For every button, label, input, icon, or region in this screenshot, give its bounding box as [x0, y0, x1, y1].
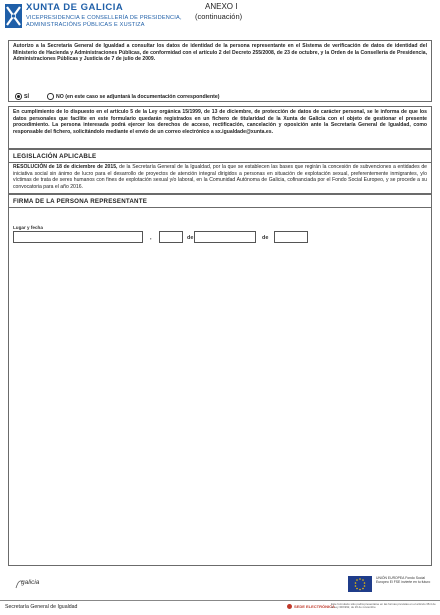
galicia-logo-text: galicia — [21, 579, 40, 586]
day-input[interactable] — [159, 231, 183, 243]
legislation-section — [8, 149, 432, 194]
legislation-text — [13, 164, 427, 190]
sede-note: Este formulario sólo podrá presentarse en las formas previstas en el artículo 38.4 de la Ley 30/1992, de 26 de noviembre — [331, 602, 436, 610]
month-input[interactable] — [194, 231, 256, 243]
sede-electronica-icon — [287, 604, 292, 609]
annex-subtitle: (continuación) — [195, 12, 243, 21]
eu-flag-icon — [348, 576, 372, 592]
footer-divider — [0, 600, 440, 601]
de-separator-2: de — [262, 235, 269, 241]
org-name: XUNTA DE GALICIA — [26, 2, 124, 13]
legislation-body: de la Secretaría General de la Igualdad, por la que se establecen las bases que regirán la concesión de subvenciones a entidades de iniciativa social sin ánimo de lucro para el desarrollo de proyectos de atención integral dirigidos a personas en situación de explotación sexual, preferentemente inmigrantes, y/o víctimas de trata de seres humanos con fines de explotación sexual y/o laboral, en la Comunidad Autónoma de Galicia, cofinanciada por el Fondo Social Europeo, y se procede a su convocatoria para el año 2016. — [13, 164, 427, 190]
comma-separator: , — [150, 235, 152, 241]
place-input[interactable] — [13, 231, 143, 243]
de-separator-1: de — [187, 235, 194, 241]
signature-section — [8, 194, 432, 566]
footer-department: Secretaría General de Igualdad — [5, 604, 78, 610]
authorization-text: Autorizo a la Secretaría General de Igualdad a consultar los datos de identidad de la persona representante en el Sistema de verificación de datos de identidad del Ministerio de Hacienda y Administraciones Públicas, de conformidad con el artículo 2 del Decreto 255/2008, de 23 de octubre, y la Orden de la Consellería de Presidencia, Administraciones Públicas y Justicia de 7 de julio de 2009. — [13, 43, 427, 63]
eu-fund-text: UNIÓN EUROPEA Fondo Social Europeo El FSE invierte en tu futuro — [376, 576, 431, 585]
data-protection-text: En cumplimiento de lo dispuesto en el artículo 5 de la Ley orgánica 15/1999, de 13 de diciembre, de protección de datos de carácter personal, se le informa de que los datos personales que facilite en este formulario quedarán registrados en un fichero de titularidad de la Xunta de Galicia con el objeto de gestionar el presente procedimiento. La persona interesada podrá ejercer los derechos de acceso, rectificación, cancelación y oposición ante la Secretaría General de Igualdad, como responsable del fichero, solicitándolo mediante el envío de un correo electrónico a sx.igualdade@xunta.es. — [13, 109, 427, 135]
xunta-logo-icon — [5, 4, 22, 28]
signature-divider — [9, 207, 431, 208]
annex-title: ANEXO I — [205, 2, 238, 11]
radio-yes[interactable] — [15, 93, 22, 100]
authorization-section — [8, 40, 432, 102]
sede-electronica-label: SEDE ELECTRÓNICA — [294, 603, 335, 609]
radio-no-label: NO (en este caso se adjuntará la documentación correspondiente) — [56, 93, 220, 100]
year-input[interactable] — [274, 231, 308, 243]
place-date-label: Lugar y fecha — [13, 225, 43, 230]
department-line-1: VICEPRESIDENCIA E CONSELLERÍA DE PRESIDENCIA, — [26, 15, 182, 21]
department-line-2: ADMINISTRACIÓNS PÚBLICAS E XUSTIZA — [26, 22, 145, 28]
legislation-lead: RESOLUCIÓN de 18 de diciembre de 2015, — [13, 164, 118, 170]
radio-yes-label: SÍ — [24, 93, 29, 100]
legislation-title: LEGISLACIÓN APLICABLE — [13, 153, 97, 160]
data-protection-section — [8, 106, 432, 149]
page-header — [0, 0, 440, 40]
authorization-options — [13, 92, 428, 102]
legislation-divider — [9, 162, 431, 163]
signature-title: FIRMA DE LA PERSONA REPRESENTANTE — [13, 198, 148, 205]
radio-no[interactable] — [47, 93, 54, 100]
